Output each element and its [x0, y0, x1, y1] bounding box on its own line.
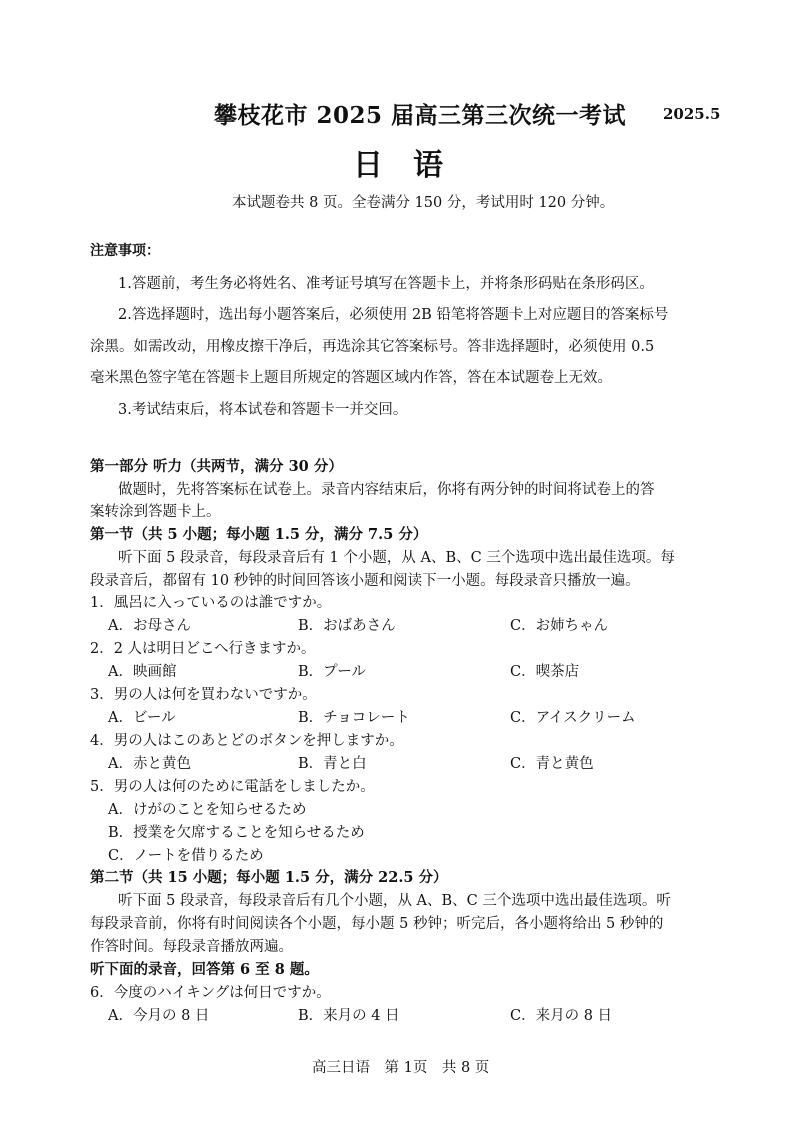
- subject-title: 日语: [353, 148, 473, 183]
- question-4-option-c: C．青と黄色: [510, 756, 594, 772]
- question-1-option-b: B．おばあさん: [298, 618, 396, 634]
- section1-instruction-line-1: 听下面 5 段录音，每段录音后有 1 个小题，从 A、B、C 三个选项中选出最佳选项。每: [118, 550, 675, 566]
- question-6-option-b: B．来月の 4 日: [298, 1008, 400, 1024]
- part1-instruction-line-2: 案转涂到答题卡上。: [90, 504, 221, 520]
- page-footer: 高三日语 第 1页 共 8 页: [312, 1060, 490, 1076]
- part1-heading: 第一部分 听力（共两节，满分 30 分）: [90, 458, 343, 475]
- question-2-option-a: A．映画館: [108, 664, 177, 680]
- section2-instruction-line-3: 作答时间。每段录音播放两遍。: [90, 939, 293, 955]
- notice-item-1: 1.答题前，考生务必将姓名、准考证号填写在答题卡上，并将条形码贴在条形码区。: [118, 276, 654, 292]
- question-3-option-c: C．アイスクリーム: [510, 710, 636, 726]
- question-6-stem: 6．今度のハイキングは何日ですか。: [90, 985, 331, 1001]
- exam-title: 攀枝花市 2025 届高三第三次统一考试: [214, 102, 627, 129]
- notice-item-2-line-3: 毫米黑色签字笔在答题卡上题目所规定的答题区域内作答，答在本试题卷上无效。: [90, 370, 612, 386]
- section2-heading: 第二节（共 15 小题；每小题 1.5 分，满分 22.5 分）: [90, 869, 448, 886]
- question-1-option-c: C．お姉ちゃん: [510, 618, 609, 634]
- question-5-option-c: C．ノートを借りるため: [108, 848, 264, 864]
- notice-item-2-line-2: 涂黑。如需改动，用橡皮擦干净后，再选涂其它答案标号。答非选择题时，必须使用 0.5: [90, 339, 655, 355]
- question-1-stem: 1．風呂に入っているのは誰ですか。: [90, 595, 332, 611]
- exam-intro: 本试题卷共 8 页。全卷满分 150 分，考试用时 120 分钟。: [232, 195, 615, 211]
- exam-date: 2025.5: [663, 105, 721, 123]
- question-4-stem: 4．男の人はこのあとどのボタンを押しますか。: [90, 733, 404, 749]
- question-1-option-a: A．お母さん: [108, 618, 191, 634]
- section2-instruction-line-1: 听下面 5 段录音，每段录音后有几个小题，从 A、B、C 三个选项中选出最佳选项。听: [118, 893, 671, 909]
- question-5-option-a: A．けがのことを知らせるため: [108, 802, 307, 818]
- question-6-option-c: C．来月の 8 日: [510, 1008, 613, 1024]
- question-3-option-a: A．ビール: [108, 710, 176, 726]
- question-2-option-b: B．プール: [298, 664, 366, 680]
- question-3-stem: 3．男の人は何を買わないですか。: [90, 687, 317, 703]
- notice-heading: 注意事项：: [90, 243, 160, 259]
- question-4-option-a: A．赤と黄色: [108, 756, 191, 772]
- question-2-option-c: C．喫茶店: [510, 664, 580, 680]
- section1-instruction-line-2: 段录音后，都留有 10 秒钟的时间回答该小题和阅读下一小题。每段录音只播放一遍。: [90, 573, 640, 589]
- section1-heading: 第一节（共 5 小题；每小题 1.5 分，满分 7.5 分）: [90, 526, 428, 543]
- notice-item-3: 3.考试结束后，将本试卷和答题卡一并交回。: [118, 402, 408, 418]
- part1-instruction-line-1: 做题时，先将答案标在试卷上。录音内容结束后，你将有两分钟的时间将试卷上的答: [118, 482, 655, 498]
- notice-item-2-line-1: 2.答选择题时，选出每小题答案后，必须使用 2B 铅笔将答题卡上对应题目的答案标号: [118, 307, 669, 323]
- section2-instruction-line-2: 每段录音前，你将有时间阅读各个小题，每小题 5 秒钟；听完后，各小题将给出 5 秒钟的: [90, 916, 664, 932]
- question-4-option-b: B．青と白: [298, 756, 367, 772]
- section2-sub-heading: 听下面的录音，回答第 6 至 8 题。: [90, 961, 319, 978]
- question-2-stem: 2．2 人は明日どこへ行きますか。: [90, 641, 316, 657]
- question-3-option-b: B．チョコレート: [298, 710, 410, 726]
- question-5-stem: 5．男の人は何のために電話をしましたか。: [90, 779, 375, 795]
- question-6-option-a: A．今月の 8 日: [108, 1008, 210, 1024]
- question-5-option-b: B．授業を欠席することを知らせるため: [108, 825, 365, 841]
